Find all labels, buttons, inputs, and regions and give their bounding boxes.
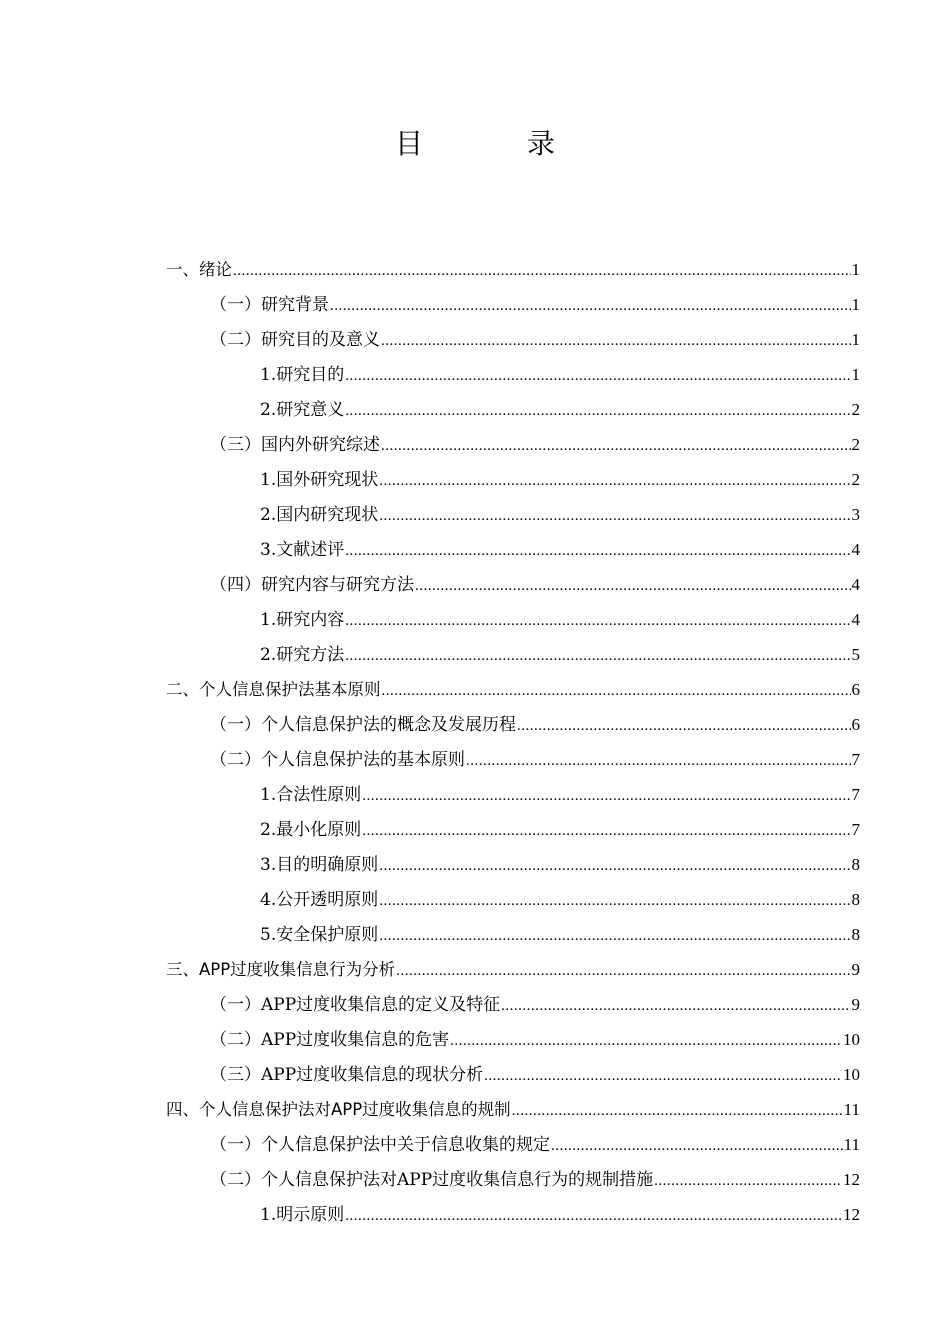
toc-entry[interactable] — [166, 602, 860, 637]
toc-page-number: 8 — [851, 925, 860, 944]
toc-dot-leader — [345, 639, 850, 674]
toc-dot-leader — [415, 569, 851, 604]
toc-entry[interactable] — [166, 532, 860, 567]
toc-page-number: 8 — [851, 855, 860, 874]
toc-entry-title: （四）研究内容与研究方法 — [210, 575, 414, 595]
table-of-contents — [166, 252, 860, 1232]
toc-entry-title: 四、个人信息保护法对APP过度收集信息的规制 — [166, 1100, 511, 1119]
toc-entry-title: （一）研究背景 — [210, 295, 329, 315]
toc-page-number: 5 — [851, 645, 860, 664]
toc-entry[interactable] — [166, 567, 860, 602]
toc-entry-title: 3.文献述评 — [260, 540, 345, 560]
toc-entry[interactable] — [166, 1057, 860, 1092]
toc-dot-leader — [345, 534, 850, 569]
toc-page-number: 4 — [851, 575, 860, 594]
toc-entry[interactable] — [166, 987, 860, 1022]
toc-entry-title: 1.研究内容 — [260, 610, 345, 630]
toc-entry-title: （二）研究目的及意义 — [210, 330, 380, 350]
toc-dot-leader — [330, 289, 851, 324]
toc-dot-leader — [512, 1094, 843, 1129]
toc-entry-title: 一、绪论 — [166, 260, 232, 279]
toc-page-number: 6 — [851, 680, 860, 699]
toc-page-number: 12 — [843, 1170, 860, 1189]
toc-entry-title: 2.最小化原则 — [260, 820, 362, 840]
toc-page-number: 2 — [851, 435, 860, 454]
toc-entry-title: 1.合法性原则 — [260, 785, 362, 805]
toc-entry-title: （二）个人信息保护法对APP过度收集信息行为的规制措施 — [210, 1170, 654, 1190]
toc-entry-title: （二）个人信息保护法的基本原则 — [210, 750, 465, 770]
toc-entry-title: 1.研究目的 — [260, 365, 345, 385]
toc-page-number: 9 — [851, 995, 860, 1014]
toc-dot-leader — [381, 324, 851, 359]
toc-dot-leader — [379, 464, 850, 499]
toc-page-number: 10 — [843, 1030, 860, 1049]
toc-dot-leader — [654, 1164, 842, 1199]
toc-dot-leader — [379, 499, 850, 534]
toc-dot-leader — [345, 604, 850, 639]
toc-entry-title: （一）个人信息保护法的概念及发展历程 — [210, 715, 516, 735]
toc-entry[interactable] — [166, 287, 860, 322]
toc-entry[interactable] — [166, 252, 860, 287]
toc-entry[interactable] — [166, 917, 860, 952]
toc-entry[interactable] — [166, 1092, 860, 1127]
toc-entry-title: （三）APP过度收集信息的现状分析 — [210, 1065, 484, 1085]
toc-entry-title: 1.国外研究现状 — [260, 470, 379, 490]
toc-entry[interactable] — [166, 427, 860, 462]
toc-page-number: 11 — [843, 1100, 860, 1119]
toc-dot-leader — [362, 814, 850, 849]
toc-page-number: 3 — [851, 505, 860, 524]
toc-dot-leader — [382, 674, 851, 709]
toc-dot-leader — [233, 254, 851, 289]
toc-page-number: 6 — [851, 715, 860, 734]
toc-page-number: 9 — [851, 960, 860, 979]
toc-entry[interactable] — [166, 357, 860, 392]
toc-entry[interactable] — [166, 742, 860, 777]
toc-dot-leader — [381, 429, 851, 464]
toc-entry[interactable] — [166, 462, 860, 497]
toc-entry[interactable] — [166, 637, 860, 672]
page-title: 目 录 — [394, 127, 593, 160]
toc-entry-title: 二、个人信息保护法基本原则 — [166, 680, 381, 699]
toc-page-number: 4 — [851, 610, 860, 629]
toc-dot-leader — [466, 744, 851, 779]
toc-dot-leader — [379, 884, 850, 919]
toc-entry[interactable] — [166, 497, 860, 532]
toc-entry-title: 4.公开透明原则 — [260, 890, 379, 910]
toc-page-number: 1 — [851, 260, 860, 279]
toc-page-number: 10 — [843, 1065, 860, 1084]
toc-page-number: 7 — [851, 750, 860, 769]
toc-dot-leader — [345, 1199, 842, 1234]
toc-page-number: 1 — [851, 365, 860, 384]
toc-entry[interactable] — [166, 392, 860, 427]
toc-page-number: 11 — [843, 1135, 860, 1154]
toc-dot-leader — [379, 919, 850, 954]
toc-entry[interactable] — [166, 1022, 860, 1057]
toc-page-number: 12 — [843, 1205, 860, 1224]
toc-entry[interactable] — [166, 1197, 860, 1232]
toc-dot-leader — [484, 1059, 842, 1094]
toc-entry[interactable] — [166, 707, 860, 742]
toc-page-number: 7 — [851, 785, 860, 804]
toc-dot-leader — [345, 394, 850, 429]
toc-entry-title: 2.国内研究现状 — [260, 505, 379, 525]
toc-page-number: 1 — [851, 295, 860, 314]
toc-dot-leader — [362, 779, 850, 814]
toc-entry[interactable] — [166, 847, 860, 882]
toc-entry[interactable] — [166, 322, 860, 357]
toc-entry[interactable] — [166, 1162, 860, 1197]
toc-entry-title: （一）APP过度收集信息的定义及特征 — [210, 995, 501, 1015]
toc-dot-leader — [517, 709, 851, 744]
toc-entry-title: （三）国内外研究综述 — [210, 435, 380, 455]
toc-page-number: 2 — [851, 470, 860, 489]
toc-entry[interactable] — [166, 812, 860, 847]
toc-entry-title: 5.安全保护原则 — [260, 925, 379, 945]
toc-entry[interactable] — [166, 952, 860, 987]
toc-entry-title: 2.研究方法 — [260, 645, 345, 665]
toc-page-number: 1 — [851, 330, 860, 349]
toc-entry[interactable] — [166, 777, 860, 812]
toc-entry-title: （一）个人信息保护法中关于信息收集的规定 — [210, 1135, 550, 1155]
toc-entry-title: （二）APP过度收集信息的危害 — [210, 1030, 450, 1050]
toc-page-number: 2 — [851, 400, 860, 419]
toc-entry-title: 2.研究意义 — [260, 400, 345, 420]
toc-page-number: 7 — [851, 820, 860, 839]
toc-entry[interactable] — [166, 882, 860, 917]
toc-dot-leader — [379, 849, 850, 884]
toc-entry[interactable] — [166, 672, 860, 707]
toc-entry-title: 三、APP过度收集信息行为分析 — [166, 960, 396, 979]
toc-entry[interactable] — [166, 1127, 860, 1162]
toc-dot-leader — [396, 954, 850, 989]
toc-dot-leader — [551, 1129, 843, 1164]
toc-dot-leader — [450, 1024, 842, 1059]
toc-dot-leader — [501, 989, 850, 1024]
toc-entry-title: 1.明示原则 — [260, 1205, 345, 1225]
toc-entry-title: 3.目的明确原则 — [260, 855, 379, 875]
toc-page-number: 4 — [851, 540, 860, 559]
toc-dot-leader — [345, 359, 850, 394]
toc-page-number: 8 — [851, 890, 860, 909]
